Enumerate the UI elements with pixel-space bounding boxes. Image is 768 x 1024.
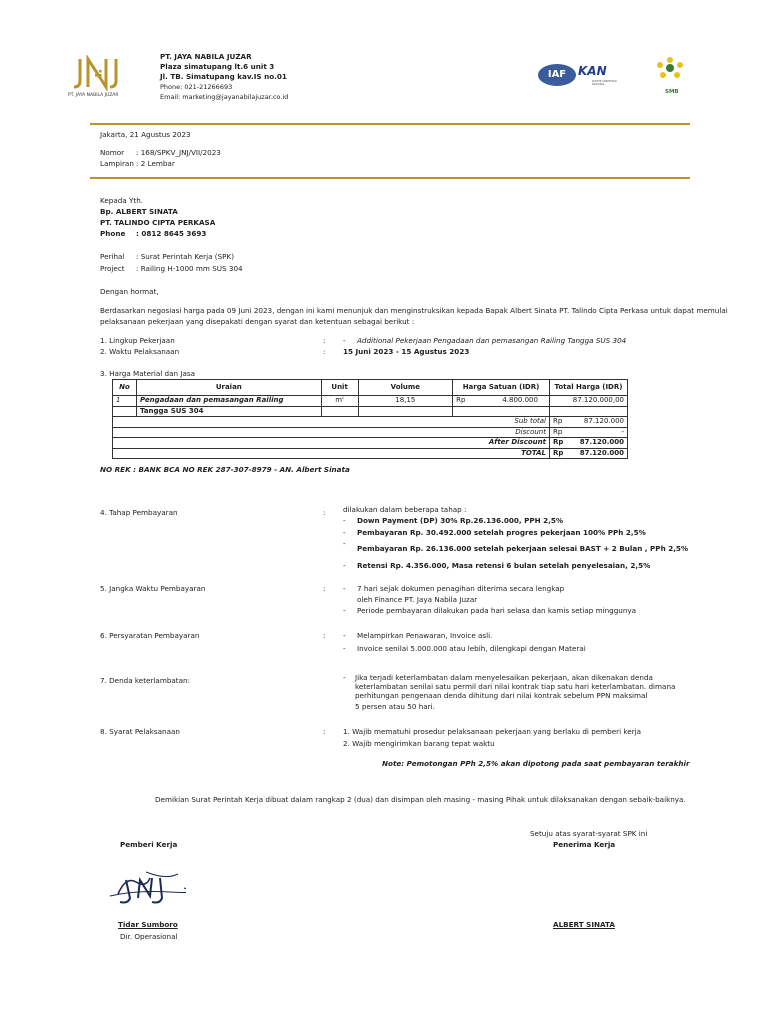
row-harga xyxy=(453,396,550,407)
subtotal-value: 87.120.000 xyxy=(583,417,624,426)
denda-line-3: perhitungan pengenaan denda dihitung dari nilai kontrak sebelum PPN maksimal xyxy=(355,691,648,700)
section-5-label: 5. Jangka Waktu Pembayaran xyxy=(100,584,206,593)
after-discount-rp: Rp xyxy=(552,438,564,447)
col-header-uraian: Uraian xyxy=(136,380,321,396)
section-7-label: 7. Denda keterlambatan: xyxy=(100,676,190,685)
header-divider xyxy=(90,123,690,125)
persyaratan-item-1: Melampirkan Penawaran, Invoice asli. xyxy=(357,631,493,640)
table-row xyxy=(113,396,628,407)
jnj-logo-icon xyxy=(66,55,130,91)
payment-item-3: Pembayaran Rp. 26.136.000 setelah pekerjaan selesai BAST + 2 Bulan , PPh 2,5% xyxy=(357,544,689,553)
signature-stamp-icon xyxy=(106,868,186,908)
jangka-item-1a: 7 hari sejak dokumen penagihan diterima secara lengkap xyxy=(357,584,565,593)
subtotal-row xyxy=(113,417,628,428)
total-cell xyxy=(549,448,627,459)
company-phone: Phone: 021-21266693 xyxy=(160,83,233,91)
recipient-company: PT. TALINDO CIPTA PERKASA xyxy=(100,218,216,227)
total-value: 87.120.000 xyxy=(579,448,624,457)
denda-dash: - xyxy=(343,673,346,682)
after-discount-label: After Discount xyxy=(113,438,550,449)
after-discount-cell xyxy=(549,438,627,449)
payment-item-4: Retensi Rp. 4.356.000, Masa retensi 6 bulan setelah penyelesaian, 2,5% xyxy=(357,561,651,570)
row-no: 1 xyxy=(113,396,137,407)
section-6-colon: : xyxy=(323,631,326,640)
bank-account: NO REK : BANK BCA NO REK 287-307-8979 - AN. Albert Sinata xyxy=(100,465,350,474)
denda-line-1: Jika terjadi keterlambatan dalam menyelesaikan pekerjaan, akan dikenakan denda xyxy=(355,673,653,682)
meta-divider xyxy=(90,177,690,179)
perihal-label: Perihal xyxy=(100,252,125,261)
left-signer-name: Tidar Sumboro xyxy=(118,920,178,929)
jangka-dash-2: - xyxy=(343,606,346,615)
row-uraian-line-2: Tangga SUS 304 xyxy=(136,406,321,417)
subtotal-cell xyxy=(549,417,627,428)
price-table xyxy=(112,379,628,459)
payment-intro: dilakukan dalam beberapa tahap : xyxy=(343,505,467,514)
section-8-colon: : xyxy=(323,727,326,736)
denda-line-4: 5 persen atau 50 hari. xyxy=(355,702,435,711)
lampiran-value: : 2 Lembar xyxy=(136,159,175,168)
recipient-phone: : 0812 8645 3693 xyxy=(136,229,207,238)
total-row xyxy=(113,448,628,459)
section-2-colon: : xyxy=(323,347,326,356)
col-header-no: No xyxy=(113,380,137,396)
approval-note: Setuju atas syarat-syarat SPK ini xyxy=(530,829,648,838)
table-header-row xyxy=(113,380,628,396)
persyaratan-dash-1: - xyxy=(343,631,346,640)
col-header-harga-satuan: Harga Satuan (IDR) xyxy=(453,380,550,396)
place-date: Jakarta, 21 Agustus 2023 xyxy=(100,130,191,139)
company-logo xyxy=(66,55,130,99)
greeting: Dengan hormat, xyxy=(100,287,159,296)
discount-cell xyxy=(549,427,627,438)
discount-label: Discount xyxy=(113,427,550,438)
row-unit: m' xyxy=(321,396,358,407)
nomor-value: : 168/SPKV_JNJ/VII/2023 xyxy=(136,148,221,157)
section-2-value: 15 Juni 2023 - 15 Agustus 2023 xyxy=(343,347,470,356)
company-address-1: Plaza simatupang lt.6 unit 3 xyxy=(160,62,275,71)
col-header-total-harga: Total Harga (IDR) xyxy=(549,380,627,396)
logo-caption: PT. JAYA NABILA JUZAR xyxy=(68,93,119,98)
nomor-label: Nomor xyxy=(100,148,125,157)
row-harga-value: 4.800.000 xyxy=(502,396,538,405)
company-address-2: Jl. TB. Simatupang kav.IS no.01 xyxy=(160,72,287,81)
discount-row xyxy=(113,427,628,438)
payment-dash-2: - xyxy=(343,528,346,537)
jangka-item-2: Periode pembayaran dilakukan pada hari selasa dan kamis setiap minggunya xyxy=(357,606,637,615)
payment-dash-4: - xyxy=(343,561,346,570)
row-harga-rp: Rp xyxy=(456,396,466,405)
row-uraian-line-1: Pengadaan dan pemasangan Railing xyxy=(136,396,321,407)
section-6-label: 6. Persyaratan Pembayaran xyxy=(100,631,200,640)
company-name: PT. JAYA NABILA JUZAR xyxy=(160,52,252,61)
table-row-continued xyxy=(113,406,628,417)
jangka-item-1b: oleh Finance PT. Jaya Nabila Juzar xyxy=(357,595,478,604)
intro-line-1: Berdasarkan negosiasi harga pada 09 Juni 2023, dengan ini kami menunjuk dan menginstruksikan kepada Bapak Albert Sinata PT. Talindo Cipta Perkasa untuk dapat memulai xyxy=(100,306,728,315)
kepada-label: Kepada Yth. xyxy=(100,196,144,205)
perihal-value: : Surat Perintah Kerja (SPK) xyxy=(136,252,234,261)
discount-value: - xyxy=(621,427,624,436)
persyaratan-dash-2: - xyxy=(343,644,346,653)
section-4-label: 4. Tahap Pembayaran xyxy=(100,508,178,517)
recipient-name: Bp. ALBERT SINATA xyxy=(100,207,178,216)
right-signer-name: ALBERT SINATA xyxy=(553,920,615,929)
section-3-label: 3. Harga Material dan Jasa xyxy=(100,369,195,378)
smb-logo-icon xyxy=(650,54,690,88)
company-email: Email: marketing@jayanabilajuzar.co.id xyxy=(160,93,289,101)
intro-line-2: pelaksanaan pekerjaan yang disepakati dengan syarat dan ketentuan sebagai berikut : xyxy=(100,317,415,326)
after-discount-value: 87.120.000 xyxy=(579,438,624,447)
smb-label: SMB xyxy=(665,89,679,95)
kan-subtitle: KOMITE AKREDITASI NASIONAL xyxy=(592,80,617,87)
section-2-label: 2. Waktu Pelaksanaan xyxy=(100,347,180,356)
pemberi-kerja-title: Pemberi Kerja xyxy=(120,840,178,849)
iaf-logo: IAF xyxy=(538,64,576,86)
section-5-colon: : xyxy=(323,584,326,593)
section-8-label: 8. Syarat Pelaksanaan xyxy=(100,727,180,736)
penerima-kerja-title: Penerima Kerja xyxy=(553,840,616,849)
total-rp: Rp xyxy=(552,448,564,457)
section-1-dash: - xyxy=(343,336,346,345)
project-label: Project xyxy=(100,264,125,273)
row-volume: 18,15 xyxy=(358,396,453,407)
row-total: 87.120.000,00 xyxy=(549,396,627,407)
section-1-value: Additional Pekerjaan Pengadaan dan pemasangan Railing Tangga SUS 304 xyxy=(357,336,627,345)
tax-note: Note: Pemotongan PPh 2,5% akan dipotong pada saat pembayaran terakhir xyxy=(382,759,690,768)
jangka-dash-1: - xyxy=(343,584,346,593)
discount-rp: Rp xyxy=(552,427,563,436)
lampiran-label: Lampiran xyxy=(100,159,134,168)
syarat-item-1: 1. Wajib mematuhi prosedur pelaksanaan pekerjaan yang berlaku di pemberi kerja xyxy=(343,727,642,736)
col-header-unit: Unit xyxy=(321,380,358,396)
kan-logo: KAN xyxy=(578,64,607,78)
section-1-colon: : xyxy=(323,336,326,345)
section-1-label: 1. Lingkup Pekerjaan xyxy=(100,336,175,345)
syarat-item-2: 2. Wajib mengirimkan barang tepat waktu xyxy=(343,739,495,748)
project-value: : Railing H-1000 mm SUS 304 xyxy=(136,264,243,273)
after-discount-row xyxy=(113,438,628,449)
payment-item-1: Down Payment (DP) 30% Rp.26.136.000, PPH 2,5% xyxy=(357,516,564,525)
col-header-volume: Volume xyxy=(358,380,453,396)
payment-item-2: Pembayaran Rp. 30.492.000 setelah progres pekerjaan 100% PPh 2,5% xyxy=(357,528,646,537)
total-label: TOTAL xyxy=(113,448,550,459)
denda-line-2: keterlambatan senilai satu permil dari nilai kontrak tiap satu hari keterlambatan. dimana xyxy=(355,682,676,691)
subtotal-rp: Rp xyxy=(552,417,563,426)
left-signer-position: Dir. Operasional xyxy=(120,932,178,941)
subtotal-label: Sub total xyxy=(113,417,550,428)
payment-dash-1: - xyxy=(343,516,346,525)
payment-dash-3: - xyxy=(343,539,346,548)
closing-statement: Demikian Surat Perintah Kerja dibuat dalam rangkap 2 (dua) dan disimpan oleh masing - masing Pihak untuk dilaksanakan dengan sebaik-baiknya. xyxy=(155,795,686,804)
persyaratan-item-2: Invoice senilai 5.000.000 atau lebih, dilengkapi dengan Materai xyxy=(357,644,586,653)
recipient-phone-label: Phone xyxy=(100,229,126,238)
section-4-colon: : xyxy=(323,508,326,517)
